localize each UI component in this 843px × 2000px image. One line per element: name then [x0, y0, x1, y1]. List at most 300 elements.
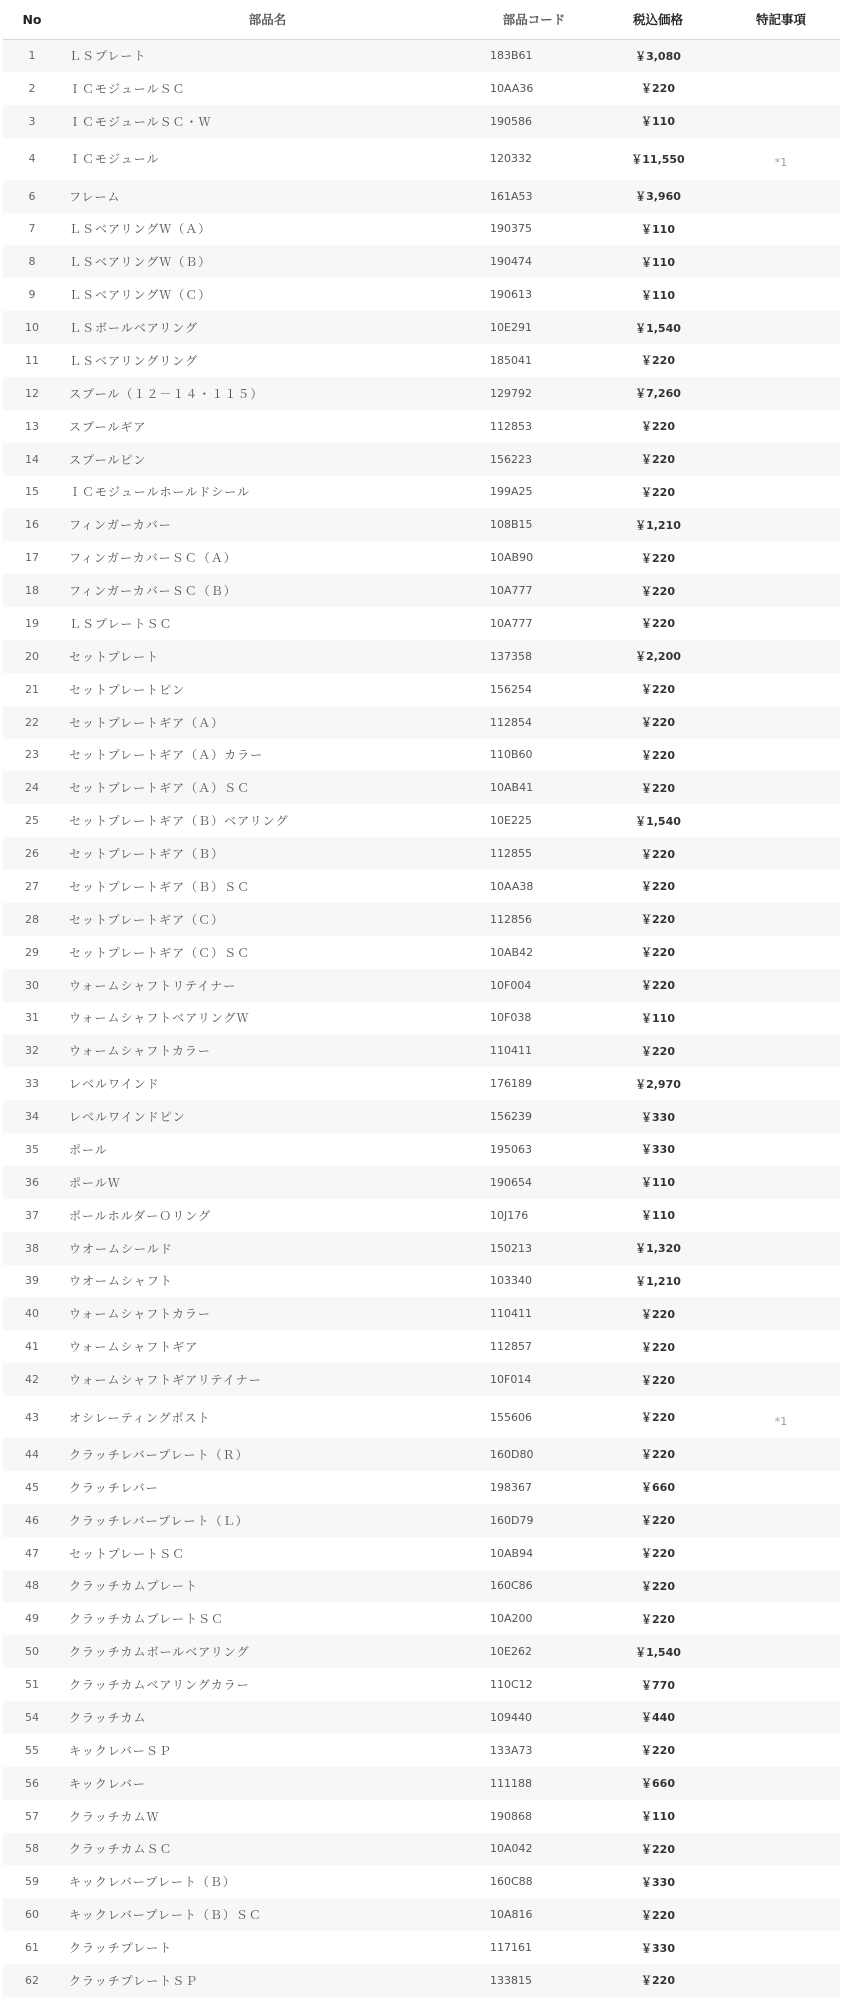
cell-price: ￥3,960	[635, 190, 681, 204]
cell-part-name: ＬＳベアリングＷ（Ｂ）	[69, 255, 212, 270]
cell-no: 20	[25, 649, 39, 663]
cell-price: ￥110	[641, 1810, 675, 1824]
cell-part-code: 110C12	[490, 1678, 533, 1692]
cell-no: 12	[25, 386, 39, 400]
cell-part-code: 110B60	[490, 748, 533, 762]
cell-note	[722, 1635, 840, 1668]
header-part-name: 部品名	[61, 0, 474, 39]
table-row	[3, 1002, 840, 1035]
cell-note	[722, 1931, 840, 1964]
cell-no: 60	[25, 1908, 39, 1922]
cell-part-code: 198367	[490, 1480, 532, 1494]
cell-no: 40	[25, 1307, 39, 1321]
cell-part-name: ＬＳプレートＳＣ	[69, 616, 173, 631]
cell-note	[722, 245, 840, 278]
cell-note	[722, 1898, 840, 1931]
cell-note	[722, 476, 840, 509]
table-row	[3, 1504, 840, 1537]
cell-part-name: フレーム	[69, 189, 121, 204]
cell-note	[722, 138, 840, 180]
cell-part-name: ＩＣモジュールホールドシール	[69, 485, 251, 500]
table-row	[3, 245, 840, 278]
cell-part-name: セットプレートギア（Ｂ）ＳＣ	[69, 879, 251, 894]
cell-no: 56	[25, 1776, 39, 1790]
cell-price: ￥220	[641, 1744, 675, 1758]
cell-part-name: クラッチカムボールベアリング	[69, 1645, 250, 1660]
note-mark: *1	[774, 156, 788, 170]
cell-price: ￥2,200	[635, 650, 681, 664]
cell-part-code: 109440	[490, 1710, 532, 1724]
cell-note	[722, 1734, 840, 1767]
cell-price: ￥220	[641, 847, 675, 861]
cell-part-name: ＬＳボールベアリング	[69, 321, 199, 336]
cell-no: 31	[25, 1011, 39, 1025]
cell-part-name: ウオームシャフト	[69, 1274, 173, 1289]
cell-price: ￥220	[641, 1340, 675, 1354]
cell-part-name: セットプレートギア（Ｂ）ベアリング	[69, 814, 289, 829]
cell-part-code: 10AB42	[490, 945, 534, 959]
cell-part-code: 10F038	[490, 1011, 532, 1025]
cell-part-code: 10J176	[490, 1208, 529, 1222]
cell-price: ￥330	[641, 1110, 675, 1124]
cell-part-name: スプール（１２－１４・１１５）	[69, 386, 264, 401]
cell-part-code: 160D79	[490, 1513, 534, 1527]
cell-no: 10	[25, 321, 39, 335]
cell-part-name: セットプレートギア（Ｃ）	[69, 912, 225, 927]
cell-part-name: セットプレートギア（Ａ）	[69, 715, 225, 730]
cell-note	[722, 213, 840, 246]
header-part-code: 部品コード	[474, 0, 594, 39]
table-row	[3, 410, 840, 443]
cell-no: 23	[25, 748, 39, 762]
cell-part-name: オシレーティングポスト	[69, 1410, 211, 1425]
cell-note	[722, 180, 840, 213]
table-row	[3, 1701, 840, 1734]
cell-price: ￥220	[641, 584, 675, 598]
table-row	[3, 72, 840, 105]
cell-part-name: ＬＳベアリングＷ（Ｃ）	[69, 288, 212, 303]
cell-part-code: 108B15	[490, 518, 533, 532]
cell-part-name: クラッチレバープレート（Ｌ）	[69, 1513, 249, 1528]
cell-price: ￥220	[641, 1448, 675, 1462]
cell-part-name: セットプレートギア（Ａ）カラー	[69, 748, 264, 763]
cell-part-name: クラッチレバー	[69, 1480, 159, 1495]
cell-part-name: セットプレートピン	[69, 682, 186, 697]
table-row	[3, 640, 840, 673]
cell-no: 7	[28, 222, 36, 236]
table-row	[3, 1133, 840, 1166]
cell-no: 41	[25, 1340, 39, 1354]
cell-price: ￥220	[641, 1579, 675, 1593]
cell-note	[722, 1668, 840, 1701]
cell-note	[722, 837, 840, 870]
cell-price: ￥770	[641, 1678, 675, 1692]
cell-price: ￥220	[641, 1307, 675, 1321]
cell-part-code: 150213	[490, 1241, 532, 1255]
cell-note	[722, 936, 840, 969]
cell-part-code: 112853	[490, 419, 532, 433]
cell-price: ￥220	[641, 617, 675, 631]
cell-note	[722, 410, 840, 443]
cell-note	[722, 1363, 840, 1396]
table-row	[3, 105, 840, 138]
cell-no: 35	[25, 1142, 39, 1156]
table-row	[3, 673, 840, 706]
cell-note	[722, 39, 840, 72]
cell-part-code: 112855	[490, 847, 532, 861]
cell-part-name: スプールピン	[69, 452, 147, 467]
cell-note	[722, 739, 840, 772]
cell-part-name: スプールギア	[69, 419, 147, 434]
cell-price: ￥110	[641, 1011, 675, 1025]
table-row	[3, 1537, 840, 1570]
table-row	[3, 1635, 840, 1668]
cell-price: ￥1,540	[635, 1645, 681, 1659]
cell-price: ￥1,320	[635, 1242, 681, 1256]
cell-no: 38	[25, 1241, 39, 1255]
cell-part-name: キックレバー	[69, 1776, 146, 1791]
table-row	[3, 574, 840, 607]
cell-price: ￥2,970	[635, 1077, 681, 1091]
cell-price: ￥1,540	[635, 814, 681, 828]
cell-price: ￥11,550	[631, 152, 685, 166]
header-row	[3, 0, 840, 39]
table-row	[3, 771, 840, 804]
cell-no: 3	[28, 114, 36, 128]
cell-part-code: 10A042	[490, 1842, 533, 1856]
cell-note	[722, 1396, 840, 1438]
cell-note	[722, 1297, 840, 1330]
cell-price: ￥220	[641, 1514, 675, 1528]
cell-part-code: 199A25	[490, 485, 533, 499]
cell-price: ￥660	[641, 1777, 675, 1791]
cell-part-name: クラッチカムＳＣ	[69, 1842, 173, 1857]
table-row	[3, 1363, 840, 1396]
table-row	[3, 837, 840, 870]
cell-price: ￥220	[641, 1547, 675, 1561]
cell-price: ￥220	[641, 913, 675, 927]
cell-no: 50	[25, 1645, 39, 1659]
cell-part-name: ＬＳベアリングＷ（Ａ）	[69, 222, 212, 237]
table-row	[3, 508, 840, 541]
cell-note	[722, 1100, 840, 1133]
cell-part-name: キックレバープレート（Ｂ）	[69, 1875, 236, 1890]
cell-price: ￥110	[641, 1209, 675, 1223]
cell-no: 21	[25, 682, 39, 696]
table-row	[3, 1297, 840, 1330]
cell-no: 14	[25, 452, 39, 466]
cell-note	[722, 870, 840, 903]
cell-part-name: ポール	[69, 1142, 108, 1157]
cell-part-code: 10E225	[490, 814, 532, 828]
cell-no: 15	[25, 485, 39, 499]
table-body	[3, 39, 840, 1997]
cell-note	[722, 673, 840, 706]
cell-part-code: 161A53	[490, 189, 533, 203]
cell-no: 11	[25, 353, 39, 367]
cell-part-name: フィンガーカバーＳＣ（Ｂ）	[69, 584, 237, 599]
cell-no: 18	[25, 584, 39, 598]
cell-no: 48	[25, 1579, 39, 1593]
cell-note	[722, 574, 840, 607]
cell-no: 61	[25, 1941, 39, 1955]
table-row	[3, 1265, 840, 1298]
cell-part-name: フィンガーカバー	[69, 518, 172, 533]
cell-part-code: 160D80	[490, 1447, 534, 1461]
table-row	[3, 1800, 840, 1833]
table-row	[3, 1034, 840, 1067]
cell-no: 49	[25, 1612, 39, 1626]
note-mark: *1	[774, 1414, 788, 1428]
cell-no: 55	[25, 1743, 39, 1757]
cell-part-name: セットプレートＳＣ	[69, 1546, 186, 1561]
cell-no: 62	[25, 1973, 39, 1987]
cell-note	[722, 1602, 840, 1635]
table-row	[3, 1438, 840, 1471]
cell-note	[722, 344, 840, 377]
cell-price: ￥330	[641, 1941, 675, 1955]
cell-part-code: 133815	[490, 1973, 532, 1987]
table-row	[3, 476, 840, 509]
cell-note	[722, 607, 840, 640]
cell-no: 45	[25, 1480, 39, 1494]
cell-part-code: 156223	[490, 452, 532, 466]
table-row	[3, 443, 840, 476]
cell-no: 39	[25, 1274, 39, 1288]
cell-part-code: 10A200	[490, 1612, 533, 1626]
cell-part-code: 10A816	[490, 1908, 533, 1922]
table-header	[3, 0, 840, 39]
cell-no: 19	[25, 616, 39, 630]
cell-part-name: セットプレートギア（Ｃ）ＳＣ	[69, 945, 251, 960]
table-row	[3, 311, 840, 344]
cell-note	[722, 311, 840, 344]
cell-part-name: ウォームシャフトギア	[69, 1340, 199, 1355]
cell-part-code: 190868	[490, 1809, 532, 1823]
table-row	[3, 1964, 840, 1997]
cell-note	[722, 1471, 840, 1504]
table-row	[3, 278, 840, 311]
cell-price: ￥330	[641, 1143, 675, 1157]
cell-part-code: 110411	[490, 1044, 532, 1058]
cell-part-code: 10E262	[490, 1645, 532, 1659]
cell-part-name: ウォームシャフトギアリテイナー	[69, 1373, 262, 1388]
cell-note	[722, 1166, 840, 1199]
cell-note	[722, 105, 840, 138]
table-row	[3, 1833, 840, 1866]
cell-no: 33	[25, 1077, 39, 1091]
cell-price: ￥7,260	[635, 387, 681, 401]
table-row	[3, 1199, 840, 1232]
cell-part-name: ウオームシールド	[69, 1241, 173, 1256]
cell-no: 17	[25, 551, 39, 565]
cell-part-code: 112856	[490, 912, 532, 926]
cell-part-name: クラッチプレートＳＰ	[69, 1973, 199, 1988]
table-row	[3, 1602, 840, 1635]
header-notes: 特記事項	[722, 0, 840, 39]
cell-part-name: フィンガーカバーＳＣ（Ａ）	[69, 551, 237, 566]
table-row	[3, 936, 840, 969]
cell-no: 47	[25, 1546, 39, 1560]
table-row	[3, 1898, 840, 1931]
cell-part-name: レベルワインド	[69, 1077, 160, 1092]
cell-part-name: ＬＳプレート	[69, 49, 147, 64]
cell-price: ￥220	[641, 716, 675, 730]
cell-part-name: ウォームシャフトリテイナー	[69, 978, 237, 993]
cell-no: 36	[25, 1175, 39, 1189]
cell-price: ￥1,210	[635, 518, 681, 532]
cell-price: ￥220	[641, 1974, 675, 1988]
cell-price: ￥220	[641, 979, 675, 993]
cell-no: 42	[25, 1373, 39, 1387]
cell-price: ￥1,210	[635, 1274, 681, 1288]
cell-price: ￥110	[641, 115, 675, 129]
cell-part-code: 112857	[490, 1340, 532, 1354]
cell-note	[722, 1833, 840, 1866]
cell-price: ￥660	[641, 1481, 675, 1495]
cell-no: 4	[28, 152, 36, 166]
cell-note	[722, 1067, 840, 1100]
cell-note	[722, 1964, 840, 1997]
cell-note	[722, 1504, 840, 1537]
cell-note	[722, 1034, 840, 1067]
cell-price: ￥3,080	[635, 49, 681, 63]
cell-note	[722, 1265, 840, 1298]
cell-part-name: ＩＣモジュールＳＣ	[69, 81, 186, 96]
header-price: 税込価格	[594, 0, 722, 39]
cell-part-name: クラッチカムプレート	[69, 1579, 199, 1594]
cell-part-name: キックレバープレート（Ｂ）ＳＣ	[69, 1908, 262, 1923]
cell-part-code: 160C86	[490, 1579, 533, 1593]
cell-part-name: クラッチカム	[69, 1710, 147, 1725]
table-row	[3, 870, 840, 903]
cell-part-name: セットプレート	[69, 649, 160, 664]
cell-part-name: クラッチレバープレート（Ｒ）	[69, 1447, 249, 1462]
cell-part-name: クラッチカムベアリングカラー	[69, 1678, 250, 1693]
cell-part-name: ウォームシャフトカラー	[69, 1044, 211, 1059]
cell-price: ￥110	[641, 255, 675, 269]
cell-note	[722, 706, 840, 739]
cell-no: 44	[25, 1447, 39, 1461]
table-row	[3, 1330, 840, 1363]
table-row	[3, 213, 840, 246]
cell-no: 43	[25, 1410, 39, 1424]
cell-part-name: クラッチプレート	[69, 1941, 173, 1956]
table-row	[3, 903, 840, 936]
cell-no: 2	[28, 81, 36, 95]
cell-no: 24	[25, 781, 39, 795]
table-row	[3, 1396, 840, 1438]
cell-part-name: ポールホルダーＯリング	[69, 1208, 212, 1223]
table-row	[3, 39, 840, 72]
cell-part-code: 10AA36	[490, 81, 534, 95]
table-row	[3, 1067, 840, 1100]
table-row	[3, 1931, 840, 1964]
cell-note	[722, 72, 840, 105]
cell-part-name: レベルワインドピン	[69, 1110, 186, 1125]
cell-part-code: 103340	[490, 1274, 532, 1288]
cell-no: 59	[25, 1875, 39, 1889]
cell-part-name: キックレバーＳＰ	[69, 1743, 172, 1758]
cell-note	[722, 1330, 840, 1363]
table-row	[3, 1767, 840, 1800]
cell-note	[722, 1701, 840, 1734]
cell-note	[722, 903, 840, 936]
cell-no: 26	[25, 847, 39, 861]
cell-part-code: 190474	[490, 255, 532, 269]
cell-price: ￥110	[641, 222, 675, 236]
cell-part-name: クラッチカムＷ	[69, 1809, 160, 1824]
cell-price: ￥220	[641, 1411, 675, 1424]
cell-part-code: 190375	[490, 222, 532, 236]
cell-part-name: セットプレートギア（Ｂ）	[69, 847, 225, 862]
cell-no: 29	[25, 945, 39, 959]
cell-note	[722, 1232, 840, 1265]
cell-note	[722, 1537, 840, 1570]
cell-part-name: セットプレートギア（Ａ）ＳＣ	[69, 781, 251, 796]
cell-no: 54	[25, 1710, 39, 1724]
cell-no: 1	[28, 49, 36, 63]
cell-price: ￥220	[641, 683, 675, 697]
cell-no: 46	[25, 1513, 39, 1527]
cell-part-code: 129792	[490, 386, 532, 400]
cell-part-code: 133A73	[490, 1743, 533, 1757]
table-row	[3, 377, 840, 410]
table-row	[3, 1232, 840, 1265]
cell-part-code: 160C88	[490, 1875, 533, 1889]
cell-no: 6	[28, 189, 36, 203]
cell-part-code: 10AB90	[490, 551, 534, 565]
cell-note	[722, 377, 840, 410]
cell-price: ￥220	[641, 551, 675, 565]
table-row	[3, 541, 840, 574]
cell-price: ￥330	[641, 1875, 675, 1889]
cell-part-name: クラッチカムプレートＳＣ	[69, 1612, 225, 1627]
cell-part-name: ウォームシャフトカラー	[69, 1307, 211, 1322]
cell-part-code: 190654	[490, 1175, 532, 1189]
cell-no: 32	[25, 1044, 39, 1058]
table-row	[3, 1668, 840, 1701]
cell-part-code: 112854	[490, 715, 532, 729]
cell-part-code: 10AB94	[490, 1546, 534, 1560]
cell-note	[722, 969, 840, 1002]
cell-no: 37	[25, 1208, 39, 1222]
cell-part-code: 176189	[490, 1077, 532, 1091]
cell-note	[722, 541, 840, 574]
cell-price: ￥220	[641, 420, 675, 434]
cell-part-code: 185041	[490, 353, 532, 367]
table-row	[3, 1471, 840, 1504]
table-row	[3, 804, 840, 837]
table-row	[3, 1166, 840, 1199]
cell-no: 22	[25, 715, 39, 729]
table-row	[3, 1865, 840, 1898]
cell-note	[722, 1133, 840, 1166]
cell-price: ￥110	[641, 1176, 675, 1190]
cell-note	[722, 640, 840, 673]
cell-price: ￥1,540	[635, 321, 681, 335]
cell-no: 34	[25, 1110, 39, 1124]
cell-note	[722, 771, 840, 804]
cell-part-code: 155606	[490, 1410, 532, 1424]
cell-price: ￥220	[641, 453, 675, 467]
cell-part-code: 137358	[490, 649, 532, 663]
table-row	[3, 1734, 840, 1767]
cell-note	[722, 1865, 840, 1898]
cell-price: ￥220	[641, 781, 675, 795]
cell-price: ￥220	[641, 880, 675, 894]
cell-part-code: 183B61	[490, 49, 533, 63]
